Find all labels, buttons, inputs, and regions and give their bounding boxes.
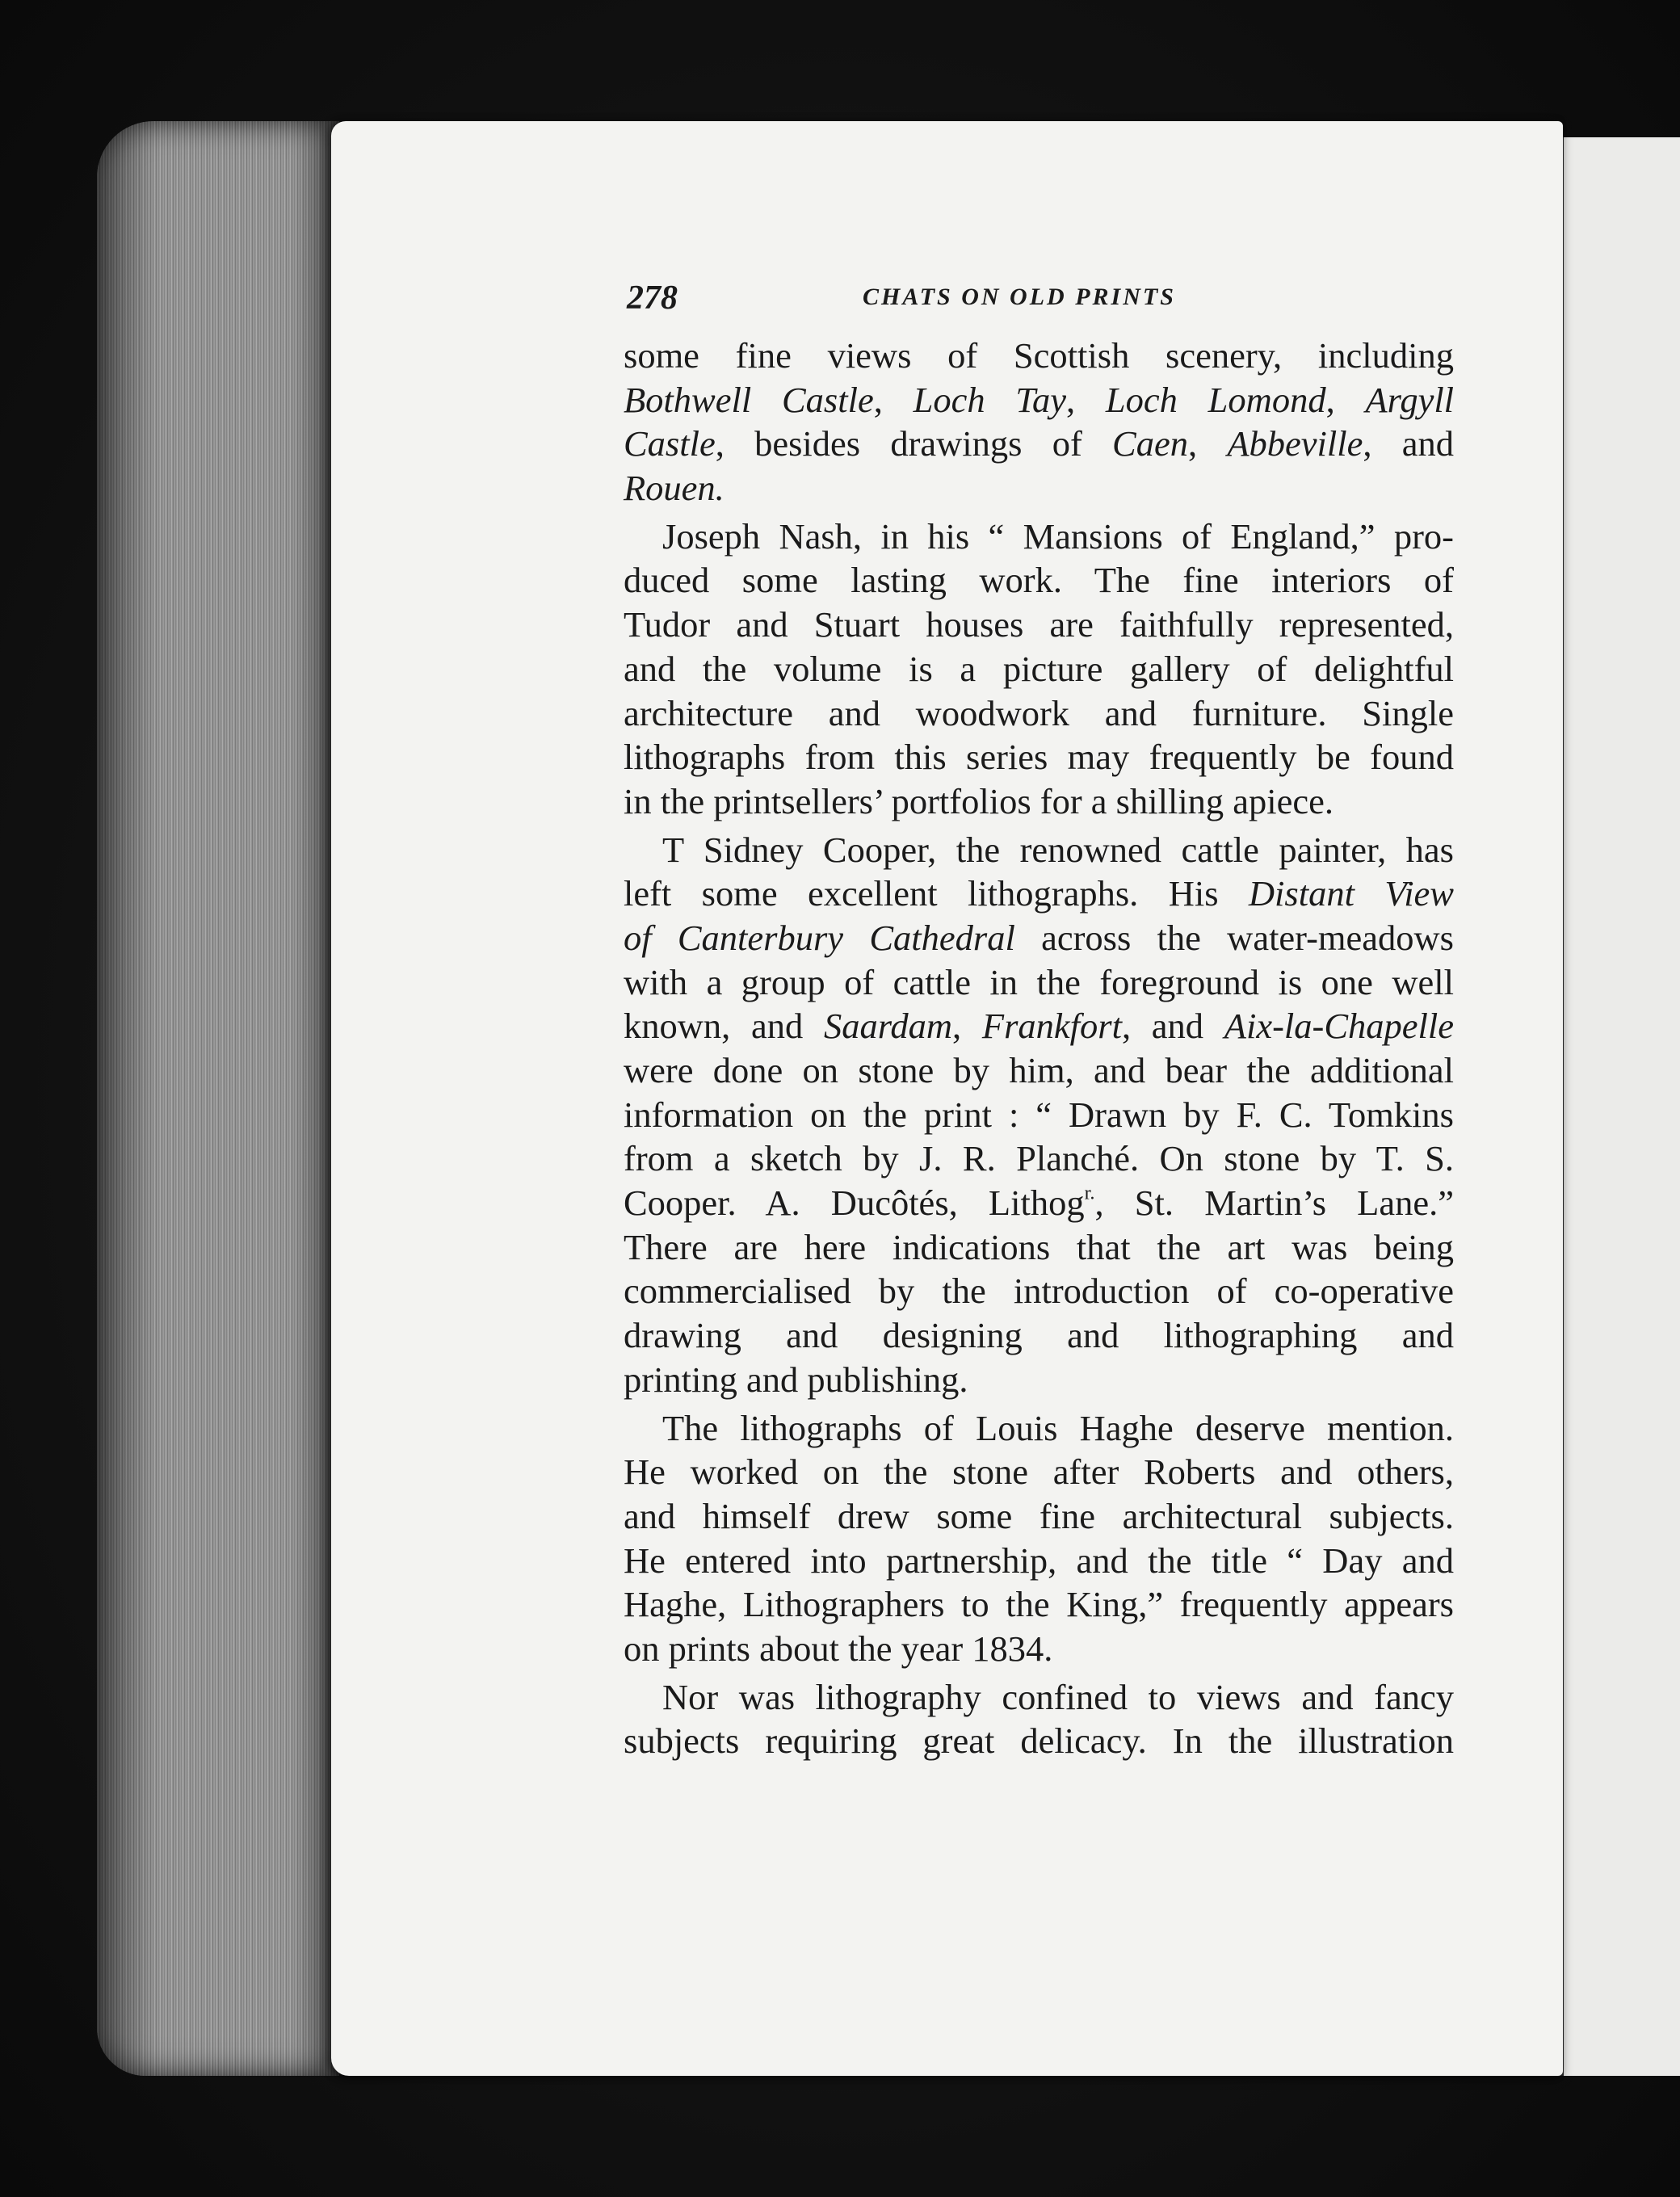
text-line [624,378,1454,422]
text-run: , besides drawings of [715,423,1113,464]
text-run: known, and [624,1006,824,1047]
text-run: , and [1363,423,1454,464]
text-line [624,1313,1454,1358]
text-line [624,1225,1454,1270]
text-line [624,1358,1454,1402]
paragraph [624,334,1454,510]
text-run: left some excellent lithographs. His [624,873,1249,914]
text-run: He worked on the stone after Roberts and others, [624,1451,1454,1493]
text-line [624,828,1454,872]
text-run: Cooper. A. Ducôtés, Lithog [624,1183,1085,1224]
text-run: commercialised by the introduction of co-operative [624,1271,1454,1312]
italic-run: Rouen. [624,468,724,509]
text-line [624,603,1454,647]
text-line [624,1136,1454,1181]
text-run: , [873,379,914,420]
text-line [624,1582,1454,1627]
text-line [624,558,1454,603]
text-line [624,1406,1454,1451]
italic-run: Distant View [1248,873,1454,914]
text-run: were done on stone by him, and bear the additional [624,1050,1454,1090]
text-run: with a group of cattle in the foreground is one well [624,961,1454,1002]
text-line [624,1048,1454,1093]
text-run: , [1187,423,1228,464]
page-text-block [624,279,1454,1763]
text-line [624,960,1454,1005]
text-line [624,872,1454,916]
text-run: Haghe, Lithographers to the King,” frequently appears [624,1584,1454,1625]
book-page-edges [97,121,339,2076]
text-run: There are here indications that the art was being [624,1226,1454,1267]
text-line [624,515,1454,559]
italic-run: Loch Tay [913,379,1067,420]
superscript-run: r. [1084,1182,1095,1204]
text-run: from a sketch by J. R. Planché. On stone by T. S. [624,1138,1454,1179]
italic-run: of Canterbury Cathedral [624,917,1015,958]
text-line [624,647,1454,691]
text-run: , and [1121,1006,1224,1047]
text-run: architecture and woodwork and furniture. Single [624,692,1454,733]
text-run: in the printsellers’ portfolios for a shilling apiece. [624,780,1334,821]
italic-run: Castle [624,423,716,464]
running-head [624,279,1454,327]
text-run: subjects requiring great delicacy. In the illustration [624,1720,1454,1762]
text-run: Joseph Nash, in his “ Mansions of England,” pro- [662,515,1454,557]
text-line [624,1004,1454,1048]
text-line [624,1539,1454,1583]
facing-page-edge [1559,137,1680,2076]
text-line [624,422,1454,466]
text-line [624,916,1454,960]
italic-run: Argyll [1365,379,1455,420]
text-line [624,1627,1454,1671]
text-run: lithographs from this series may frequently be found [624,737,1454,778]
text-line [624,334,1454,378]
body-text [624,334,1454,1763]
italic-run: Saardam [823,1006,953,1047]
text-line [624,735,1454,779]
text-run: and the volume is a picture gallery of delightful [624,648,1454,689]
text-run: Tudor and Stuart houses are faithfully represented, [624,604,1454,645]
text-line [624,1675,1454,1720]
italic-run: Bothwell Castle [624,379,874,420]
text-run: drawing and designing and lithographing and [624,1315,1454,1356]
paragraph [624,515,1454,824]
paragraph [624,1406,1454,1671]
text-run: , St. Martin’s Lane.” [1094,1183,1454,1224]
text-run: some fine views of Scottish scenery, including [624,335,1454,376]
italic-run: Caen [1112,423,1188,464]
italic-run: Abbeville [1227,423,1363,464]
text-run: duced some lasting work. The fine interiors of [624,560,1454,601]
text-line [624,1494,1454,1539]
text-line [624,1269,1454,1313]
text-line [624,779,1454,824]
text-line [624,1181,1454,1225]
text-run: , [952,1006,982,1047]
text-run: on prints about the year 1834. [624,1628,1053,1669]
running-title: CHATS ON OLD PRINTS [863,284,1176,310]
text-run: , [1325,379,1366,420]
paragraph [624,828,1454,1402]
italic-run: Frankfort [981,1006,1122,1047]
page-number: 278 [627,279,678,317]
text-line [624,1719,1454,1763]
text-run: information on the print : “ Drawn by F. C. Tomkins [624,1094,1454,1135]
italic-run: Loch Lomond [1105,379,1326,420]
text-line [624,691,1454,736]
text-run: The lithographs of Louis Haghe deserve mention. [662,1407,1454,1448]
text-run: across the water-meadows [1014,917,1454,958]
italic-run: Aix-la-Chapelle [1224,1006,1455,1047]
text-line [624,1450,1454,1494]
paragraph [624,1675,1454,1763]
text-line [624,1093,1454,1137]
text-run: printing and publishing. [624,1359,968,1400]
text-run: Nor was lithography confined to views and fancy [662,1676,1454,1717]
text-line [624,466,1454,510]
text-run: , [1066,379,1106,420]
text-run: He entered into partnership, and the title “ Day and [624,1540,1454,1581]
text-run: and himself drew some fine architectural subjects. [624,1495,1454,1536]
text-run: T Sidney Cooper, the renowned cattle painter, has [662,829,1454,870]
